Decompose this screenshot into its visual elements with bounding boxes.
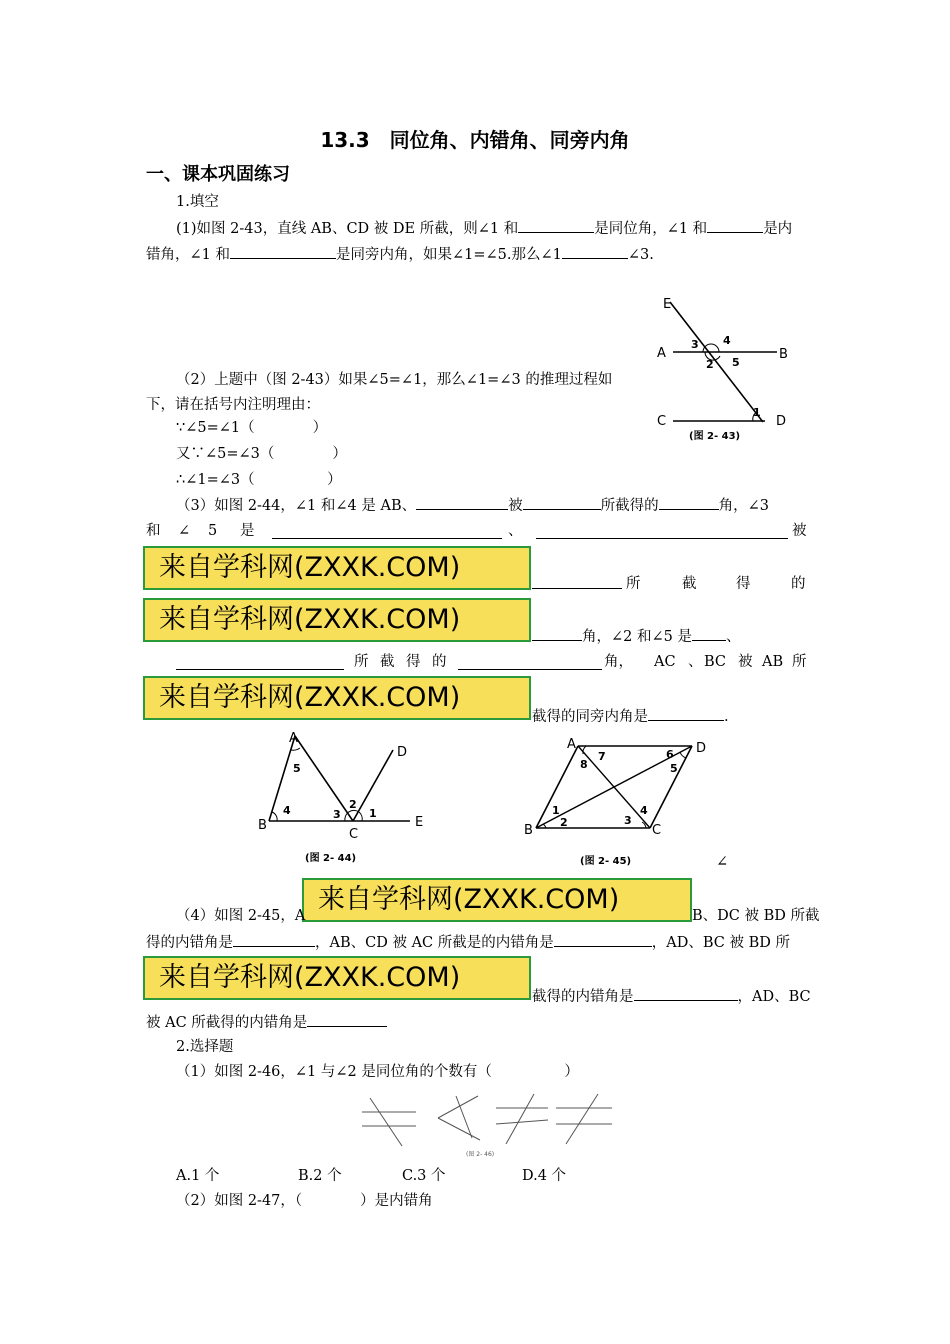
char: 角， [604, 654, 633, 670]
watermark-banner: 来自学科网(ZXXK.COM) [143, 676, 531, 720]
q1-1-text-e: 是同旁内角，如果∠1=∠5.那么∠1 [335, 247, 562, 263]
q1-1-line2 [146, 244, 654, 265]
section-heading: 一、课本巩固练习 [146, 164, 290, 185]
blank[interactable] [532, 626, 582, 641]
q2-heading: 2.选择题 [176, 1039, 234, 1055]
q1-4-line4 [146, 1012, 387, 1033]
q2-2-question: （2）如图 2-47，（ ）是内错角 [176, 1193, 433, 1209]
q1-3-text-d: 角，∠3 [718, 498, 769, 514]
option-b[interactable]: B.2 个 [298, 1168, 342, 1184]
fig46-line [496, 1120, 548, 1124]
fig46-line [506, 1094, 534, 1144]
side-AC [295, 736, 353, 821]
label-C: C [349, 827, 359, 842]
blank[interactable] [416, 495, 508, 510]
char: 、 [688, 654, 703, 670]
watermark-banner: 来自学科网(ZXXK.COM) [302, 878, 692, 922]
blank[interactable] [458, 655, 602, 670]
q1-2-line2: 下，请在括号内注明理由： [146, 397, 320, 413]
char: 是 [240, 523, 255, 539]
fig46-line [438, 1118, 480, 1140]
figure-caption: (图 2- 44) [305, 853, 357, 864]
angle-label-3: 3 [333, 808, 341, 821]
label-D: D [397, 745, 408, 760]
char: 、 [725, 629, 741, 645]
char: ∠ [178, 523, 191, 539]
q1-3-line4 [532, 626, 740, 647]
label-D: D [696, 741, 707, 756]
stray-angle-sign: ∠ [716, 854, 729, 870]
blank[interactable] [634, 986, 738, 1001]
blank[interactable] [648, 706, 724, 721]
char: BC [704, 654, 727, 670]
angle-label-2: 2 [706, 358, 714, 371]
angle-label-3: 3 [691, 338, 699, 351]
char: 所 [792, 654, 807, 670]
blank[interactable] [523, 495, 601, 510]
figure-caption: (图 2- 46) [466, 1151, 495, 1158]
q1-2-step1[interactable]: ∵∠5=∠1（ ） [176, 420, 328, 436]
char: 截 [380, 654, 395, 670]
char: AB [762, 654, 784, 670]
q1-1-text-d: 错角，∠1 和 [146, 247, 230, 263]
char: 被 [738, 654, 753, 670]
char: 得 [406, 654, 421, 670]
q1-3-text-a: （3）如图 2-44，∠1 和∠4 是 AB、 [176, 498, 417, 514]
angle-label-5: 5 [732, 356, 740, 369]
angle-label-2: 2 [560, 816, 568, 829]
q1-3-text-b: 被 [508, 498, 523, 514]
q1-heading: 1.填空 [176, 194, 219, 210]
q1-3-line6 [532, 706, 729, 727]
q1-1-text-a: (1)如图 2-43，直线 AB、CD 被 DE 所截，则∠1 和 [176, 221, 519, 237]
q1-3-line1 [176, 495, 769, 516]
label-D: D [776, 414, 787, 429]
q1-2-line1: （2）上题中（图 2-43）如果∠5=∠1，那么∠1=∠3 的推理过程如 [176, 372, 613, 388]
option-a[interactable]: A.1 个 [176, 1168, 220, 1184]
figure-2-45 [520, 730, 720, 872]
char: . [724, 709, 729, 725]
char: 、 [508, 523, 523, 539]
blank[interactable] [307, 1012, 387, 1027]
q1-2-step3[interactable]: ∴∠1=∠3（ ） [176, 472, 342, 488]
label-A: A [289, 731, 298, 746]
label-E: E [663, 297, 672, 312]
q1-3-text-c: 所截得的 [600, 498, 659, 514]
figure-2-46 [356, 1090, 621, 1160]
char: 得 [736, 576, 751, 592]
q1-4-text-d: 截得的内错角是 [532, 989, 634, 1005]
label-B: B [524, 823, 533, 838]
angle-arc [359, 812, 362, 821]
fig46-line [438, 1096, 478, 1118]
watermark-banner: 来自学科网(ZXXK.COM) [143, 956, 531, 1000]
label-E: E [415, 815, 424, 830]
char: AC [654, 654, 676, 670]
char: 和 [146, 523, 161, 539]
angle-label-5: 5 [670, 762, 678, 775]
label-A: A [657, 346, 666, 361]
blank[interactable] [272, 524, 502, 539]
q2-1-question: （1）如图 2-46，∠1 与∠2 是同位角的个数有（ ） [176, 1064, 579, 1080]
figure-caption: (图 2- 45) [580, 856, 632, 867]
angle-label-3: 3 [624, 814, 632, 827]
q1-1-text-b: 是同位角，∠1 和 [594, 221, 708, 237]
blank[interactable] [536, 524, 788, 539]
q1-4-text-f: 被 AC 所截得的内错角是 [146, 1015, 308, 1031]
q1-3-text-e: 角，∠2 和∠5 是 [582, 629, 692, 645]
label-C: C [652, 823, 662, 838]
angle-label-8: 8 [580, 758, 588, 771]
q1-1-text-f: ∠3. [627, 247, 654, 263]
q1-4-line1b: B、DC 被 BD 所截 [692, 908, 820, 924]
char: 所 [354, 654, 369, 670]
label-B: B [258, 818, 267, 833]
q1-1-text-c: 是内 [763, 221, 793, 237]
char: 的 [791, 576, 806, 592]
q1-4-text-c: ，AD、BC 被 BD 所 [651, 935, 790, 951]
side-AB [269, 736, 295, 821]
blank[interactable] [707, 218, 763, 233]
angle-label-1: 1 [552, 804, 560, 817]
q1-1-line1 [176, 218, 792, 239]
label-C: C [657, 414, 667, 429]
figure-2-44 [255, 726, 435, 871]
char: 的 [432, 654, 447, 670]
q1-4-line1a: （4）如图 2-45，A [176, 908, 306, 924]
blank[interactable] [532, 574, 622, 589]
angle-arc [272, 812, 277, 821]
q1-4-text-a: 得的内错角是 [146, 935, 233, 951]
char: 被 [792, 523, 807, 539]
label-B: B [779, 347, 788, 362]
watermark-banner: 来自学科网(ZXXK.COM) [143, 598, 531, 642]
line-ED [670, 302, 763, 422]
blank[interactable] [176, 655, 344, 670]
q1-3-text-f: 截得的同旁内角是 [532, 709, 648, 725]
angle-arc [291, 748, 300, 750]
q1-4-text-e: ，AD、BC [737, 989, 811, 1005]
char: 截 [682, 576, 697, 592]
watermark-banner: 来自学科网(ZXXK.COM) [143, 546, 531, 590]
figure-2-43 [645, 292, 805, 457]
q1-2-step2[interactable]: 又∵∠5=∠3（ ） [176, 446, 347, 462]
q1-4-text-b: ，AB、CD 被 AC 所截是的内错角是 [315, 935, 554, 951]
option-c[interactable]: C.3 个 [402, 1168, 446, 1184]
angle-arc [680, 752, 686, 758]
angle-label-5: 5 [293, 762, 301, 775]
char: 所 [626, 576, 641, 592]
char: 5 [208, 523, 218, 539]
angle-label-4: 4 [283, 804, 291, 817]
angle-label-6: 6 [666, 748, 674, 761]
angle-label-1: 1 [753, 406, 761, 419]
option-d[interactable]: D.4 个 [522, 1168, 567, 1184]
blank[interactable] [554, 932, 652, 947]
blank[interactable] [562, 244, 628, 259]
page-title: 13.3 同位角、内错角、同旁内角 [320, 128, 630, 152]
angle-label-4: 4 [640, 804, 648, 817]
blank[interactable] [233, 932, 315, 947]
angle-label-1: 1 [369, 807, 377, 820]
angle-label-2: 2 [349, 798, 357, 811]
blank[interactable] [692, 626, 726, 641]
q1-4-line3 [532, 986, 811, 1007]
figure-caption: (图 2- 43) [689, 431, 741, 442]
blank[interactable] [518, 218, 594, 233]
q1-4-line2 [146, 932, 790, 953]
blank[interactable] [659, 495, 719, 510]
fig46-line [370, 1098, 402, 1146]
angle-label-4: 4 [723, 334, 731, 347]
label-A: A [567, 737, 576, 752]
fig46-line [566, 1094, 598, 1144]
angle-label-7: 7 [598, 750, 606, 763]
blank[interactable] [230, 244, 336, 259]
